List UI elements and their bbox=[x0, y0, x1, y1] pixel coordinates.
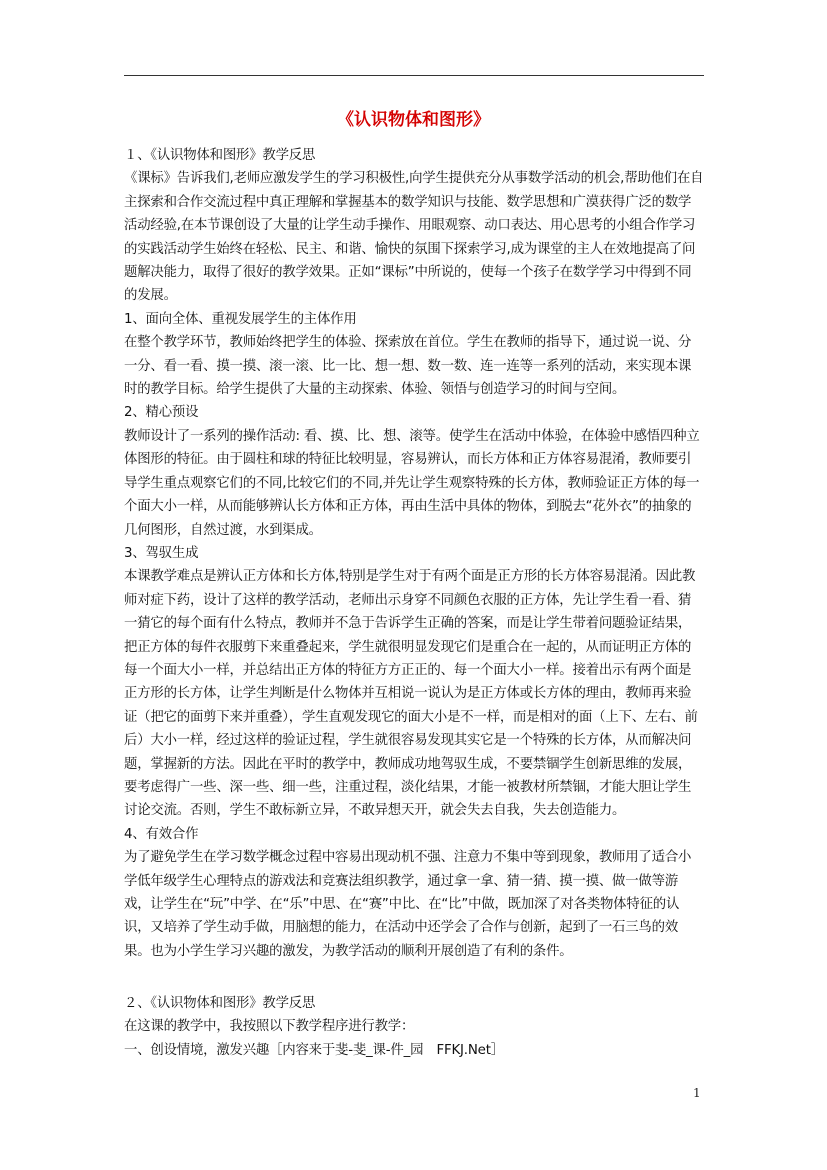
part2-step1: 一、创设情境，激发兴趣［内容来于斐-斐_课-件_园 FFKJ.Net］ bbox=[124, 1042, 504, 1058]
part1 bbox=[124, 144, 704, 963]
page-number: 1 bbox=[693, 1086, 701, 1100]
section4-heading: 4、有效合作 bbox=[124, 826, 199, 842]
part2 bbox=[124, 992, 704, 1062]
section3-heading: 3、驾驭生成 bbox=[124, 545, 199, 561]
section1-text: 在整个教学环节，教师始终把学生的体验、探索放在首位。学生在教师的指导下，通过说一说、分一分、看一看、摸一摸、滚一滚、比一比、想一想、数一数、连一连等一系列的活动，来实现本课时的教学目标。给学生提供了大量的主动探索、体验、领悟与创造学习的时间与空间。 bbox=[124, 335, 692, 398]
part1-intro: 《课标》告诉我们,老师应激发学生的学习积极性,向学生提供充分从事数学活动的机会,帮助他们在自主探索和合作交流过程中真正理解和掌握基本的数学知识与技能、数学思想和广漠获得广泛的数学活动经验,在本节课创设了大量的让学生动手操作、用眼观察、动口表达、用心思考的小组合作学习的实践活动学生始终在轻松、民主、和谐、愉快的氛围下探索学习,成为课堂的主人在效地提高了问题解决能力，取得了很好的教学效果。正如“课标”中所说的，使每一个孩子在数学学习中得到不同的发展。 bbox=[124, 171, 704, 304]
document-title: 《认识物体和图形》 bbox=[337, 110, 490, 130]
part2-intro: 在这课的教学中，我按照以下教学程序进行教学： bbox=[124, 1019, 415, 1035]
section3-text: 本课教学难点是辨认正方体和长方体,特别是学生对于有两个面是正方形的长方体容易混淆。因此教师对症下药，设计了这样的教学活动，老师出示身穿不同颜色衣服的正方体，先让学生看一看、猜一猜它的每个面有什么特点，教师并不急于告诉学生正确的答案，而是让学生带着问题验证结果，把正方体的每件衣服剪下来重叠起来，学生就很明显发现它们是重合在一起的，从而证明正方体的每一个面大小一样，并总结出正方体的特征方方正正的、每一个面大小一样。接着出示有两个面是正方形的长方体，让学生判断是什么物体并互相说一说认为是正方体或长方体的理由，教师再来验证（把它的面剪下来并重叠），学生直观发现它的面大小是不一样，而是相对的面（上下、左右、前后）大小一样，经过这样的验证过程，学生就很容易发现其实它是一个特殊的长方体，从而解决问题，掌握新的方法。因此在平时的教学中，教师成功地驾驭生成，不要禁锢学生创新思维的发展，要考虑得广一些、深一些、细一些，注重过程，淡化结果，才能一被教材所禁锢，才能大胆让学生讨论交流。否则，学生不敢标新立异，不敢异想天开，就会失去自我，失去创造能力。 bbox=[124, 569, 698, 819]
section1-heading: 1、面向全体、重视发展学生的主体作用 bbox=[124, 311, 357, 327]
section2-text: 教师设计了一系列的操作活动: 看、摸、比、想、滚等。使学生在活动中体验，在体验中感悟四种立体图形的特征。由于圆柱和球的特征比较明显，容易辨认，而长方体和正方体容易混淆，教师要引导学生重点观察它们的不同,比较它们的不同,并先让学生观察特殊的长方体，教师验证正方体的每一个面大小一样，从而能够辨认长方体和正方体，再由生活中具体的物体，到脱去“花外衣”的抽象的几何图形，自然过渡，水到渠成。 bbox=[124, 428, 700, 538]
part1-heading: １、《认识物体和图形》教学反思 bbox=[124, 148, 316, 163]
header-rule bbox=[124, 75, 704, 76]
part2-heading: ２、《认识物体和图形》教学反思 bbox=[124, 996, 316, 1011]
section4-text: 为了避免学生在学习数学概念过程中容易出现动机不强、注意力不集中等到现象，教师用了适合小学低年级学生心理特点的游戏法和竞赛法组织教学，通过拿一拿、猜一猜、摸一摸、做一做等游戏，让学生在“玩”中学、在“乐”中思、在“赛”中比、在“比”中做，既加深了对各类物体特征的认识，又培养了学生动手做，用脑想的能力，在活动中还学会了合作与创新，起到了一石三鸟的效果。也为小学生学习兴趣的激发，为教学活动的顺利开展创造了有利的条件。 bbox=[124, 850, 692, 959]
section2-heading: 2、精心预设 bbox=[124, 405, 199, 421]
